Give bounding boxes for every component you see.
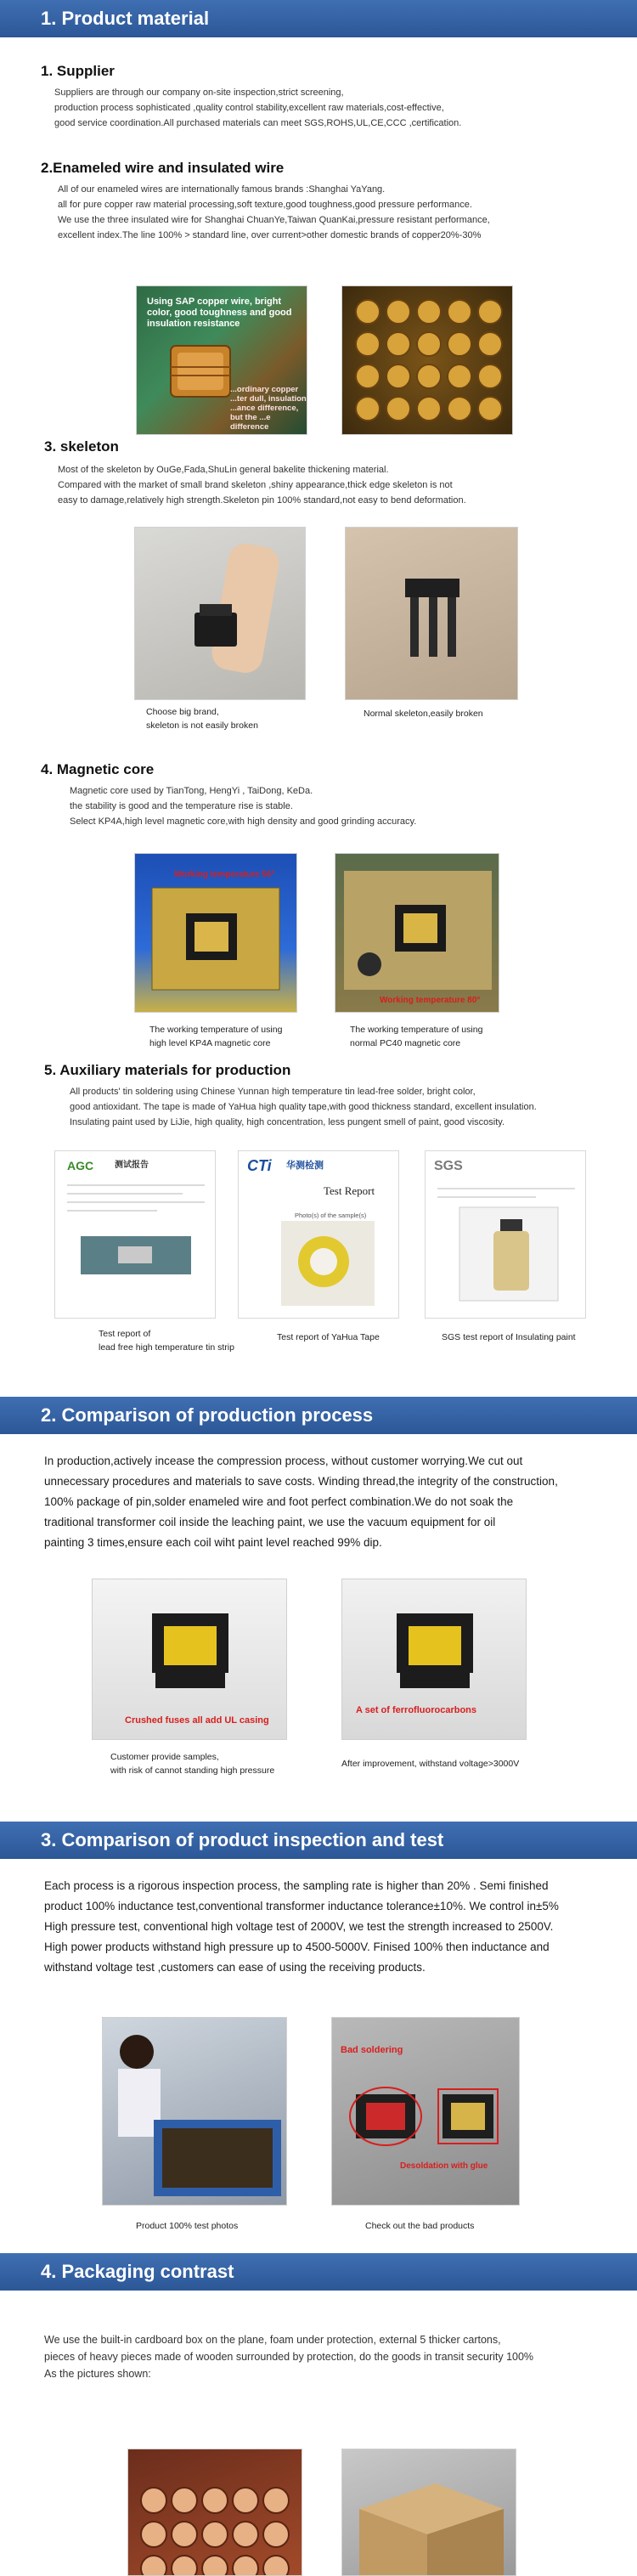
worker-illustration <box>103 2018 287 2206</box>
section-title: 1. Product material <box>41 8 210 29</box>
inspection-test-photo <box>102 2017 287 2206</box>
supplier-text: Suppliers are through our company on-site inspection,strict screening, production process sophisticated ,quality control stability,excellent raw materials,cost-effective, good service coordination.All purchased materials can meet SGS,ROHS,UL,CE,CCC ,certification. <box>54 88 462 128</box>
wire-comparison-photo <box>136 285 307 435</box>
magnetic-heading: 4. Magnetic core <box>41 761 155 777</box>
wire-text: All of our enameled wires are internationally famous brands :Shanghai YaYang. all for pure copper raw material processing,soft texture,good toughness,good pressure performance. We use the three insulated wire for Shanghai ChuanYe,Taiwan QuanKai,pressure resistant performance, excellent index.The line 100% > standard line, over current>other domestic brands of copper20%-30% <box>58 184 490 240</box>
temp-label-right: Working temperature 80° <box>380 996 481 1005</box>
carton-box-photo <box>341 2449 516 2576</box>
paint-bottle-illustration <box>426 1151 586 1319</box>
cti-logo: CTi <box>247 1157 272 1174</box>
coils-illustration <box>342 286 513 435</box>
process-text: In production,actively incease the compression process, without customer worrying.We cut out unnecessary procedures and materials to save costs. Winding thread,the integrity of the construction, 100% package of pin,solder enameled wire and foot perfect combination.We do not soak the traditional transformer coil inside the leaching paint, we use the vacuum equipment for oil painting 3 times,ensure each coil wiht paint level reached 99% dip. <box>44 1455 558 1549</box>
section-header-inspection <box>0 1822 637 1859</box>
packed-coils-photo <box>127 2449 302 2576</box>
sgs-logo: SGS <box>434 1159 463 1173</box>
wire-heading: 2.Enameled wire and insulated wire <box>41 160 285 176</box>
magnetic-text: Magnetic core used by TianTong, HengYi , TaiDong, KeDa. the stability is good and the temperature rise is stable. Select KP4A,high level magnetic core,with high density and good grinding accuracy. <box>70 786 417 827</box>
enameled-coils-photo <box>341 285 513 435</box>
desoldation-label: Desoldation with glue <box>400 2161 488 2171</box>
auxiliary-heading: 5. Auxiliary materials for production <box>44 1062 291 1078</box>
magnetic-caption-left: The working temperature of using high level KP4A magnetic core <box>149 1025 283 1048</box>
auxiliary-text: All products' tin soldering using Chinese Yunnan high temperature tin lead-free solder, bright color, good antioxidant. The tape is made of YaHua high quality tape,with good thickness standard, excellent insulation. Insulating paint used by LiJie, high quality, high concentration, less pungent smell of paint, good viscosity. <box>70 1087 537 1127</box>
cti-photo-caption: Photo(s) of the sample(s) <box>295 1212 367 1219</box>
skeleton-illustration <box>135 528 306 700</box>
tape-illustration <box>239 1151 399 1319</box>
auxiliary-caption-3: SGS test report of Insulating paint <box>442 1332 576 1342</box>
customer-sample-photo <box>92 1579 287 1740</box>
skeleton-text: Most of the skeleton by OuGe,Fada,ShuLin general bakelite thickening material. Compared with the market of small brand skeleton ,shiny appearance,thick edge skeleton is not easy to damage,relatively high strength.Skeleton pin 100% standard,not easy to bend deformation. <box>58 465 466 506</box>
inspection-text: Each process is a rigorous inspection process, the sampling rate is higher than 20% . Semi finished product 100% inductance test,conventional transformer inductance tolerance±10%. We control in±5% High pressure test, conventional high voltage test of 2000V, we test the strength increased to 2500V. High power products withstand high pressure up to 4500-5000V. Finised 100% then inductance and withstand voltage test ,customers can ease of using the receiving products. <box>44 1879 559 1974</box>
process-label-left: Crushed fuses all add UL casing <box>125 1715 269 1726</box>
pcb2-illustration <box>335 854 499 1013</box>
process-caption-left: Customer provide samples, with risk of cannot standing high pressure <box>110 1752 275 1776</box>
wire-label-bottom: ...ordinary copper ...ter dull, insulation ...ance difference, but the ...e difference <box>230 385 307 432</box>
cti-test-report <box>238 1150 399 1319</box>
improved-transformer-photo <box>341 1579 527 1740</box>
carton-illustration <box>342 2449 516 2576</box>
supplier-heading: 1. Supplier <box>41 63 115 79</box>
inspection-caption-right: Check out the bad products <box>365 2221 475 2231</box>
section-header-production-process <box>0 1397 637 1434</box>
magnetic-caption-right: The working temperature of using normal PC40 magnetic core <box>350 1025 483 1048</box>
auxiliary-caption-2: Test report of YaHua Tape <box>277 1332 380 1342</box>
temp-label-left: Working temperature 56° <box>174 870 275 879</box>
cti-logo-sub: 华测检测 <box>286 1161 324 1171</box>
process-label-right: A set of ferrofluorocarbons <box>356 1705 476 1715</box>
agc-test-report <box>54 1150 216 1319</box>
cti-report-title: Test Report <box>324 1184 375 1197</box>
big-brand-skeleton-photo <box>134 527 306 700</box>
kp4a-board-photo <box>134 853 297 1013</box>
auxiliary-caption-1: Test report of lead free high temperature tin strip <box>99 1329 234 1353</box>
agc-logo: AGC <box>67 1159 94 1172</box>
sgs-test-report <box>425 1150 586 1319</box>
wire-label-top: Using SAP copper wire, bright color, good toughness and good insulation resistance <box>147 297 292 329</box>
bad-soldering-label: Bad soldering <box>341 2045 403 2055</box>
agc-document-illustration <box>55 1151 216 1319</box>
section-title: 4. Packaging contrast <box>41 2261 234 2282</box>
section-title: 2. Comparison of production process <box>41 1404 374 1426</box>
inspection-caption-left: Product 100% test photos <box>136 2221 239 2231</box>
section-header-packaging <box>0 2253 637 2291</box>
skeleton-caption-left: Choose big brand, skeleton is not easily broken <box>146 707 258 731</box>
packed-coils-illustration <box>128 2449 302 2576</box>
skeleton-caption-right: Normal skeleton,easily broken <box>364 709 483 719</box>
section-title: 3. Comparison of product inspection and test <box>41 1829 444 1850</box>
section-header-product-material <box>0 0 637 37</box>
normal-skeleton-illustration <box>346 528 518 700</box>
process-caption-right: After improvement, withstand voltage>3000V <box>341 1759 520 1769</box>
skeleton-heading: 3. skeleton <box>44 438 119 455</box>
bad-products-photo <box>331 2017 520 2206</box>
packaging-text: We use the built-in cardboard box on the plane, foam under protection, external 5 thicker cartons, pieces of heavy pieces made of wooden surrounded by protection, do the goods in transit security 100% As the pictures shown: <box>44 2334 534 2380</box>
pc40-board-photo <box>335 853 499 1013</box>
agc-report-title: 测试报告 <box>115 1161 149 1170</box>
normal-skeleton-photo <box>345 527 518 700</box>
